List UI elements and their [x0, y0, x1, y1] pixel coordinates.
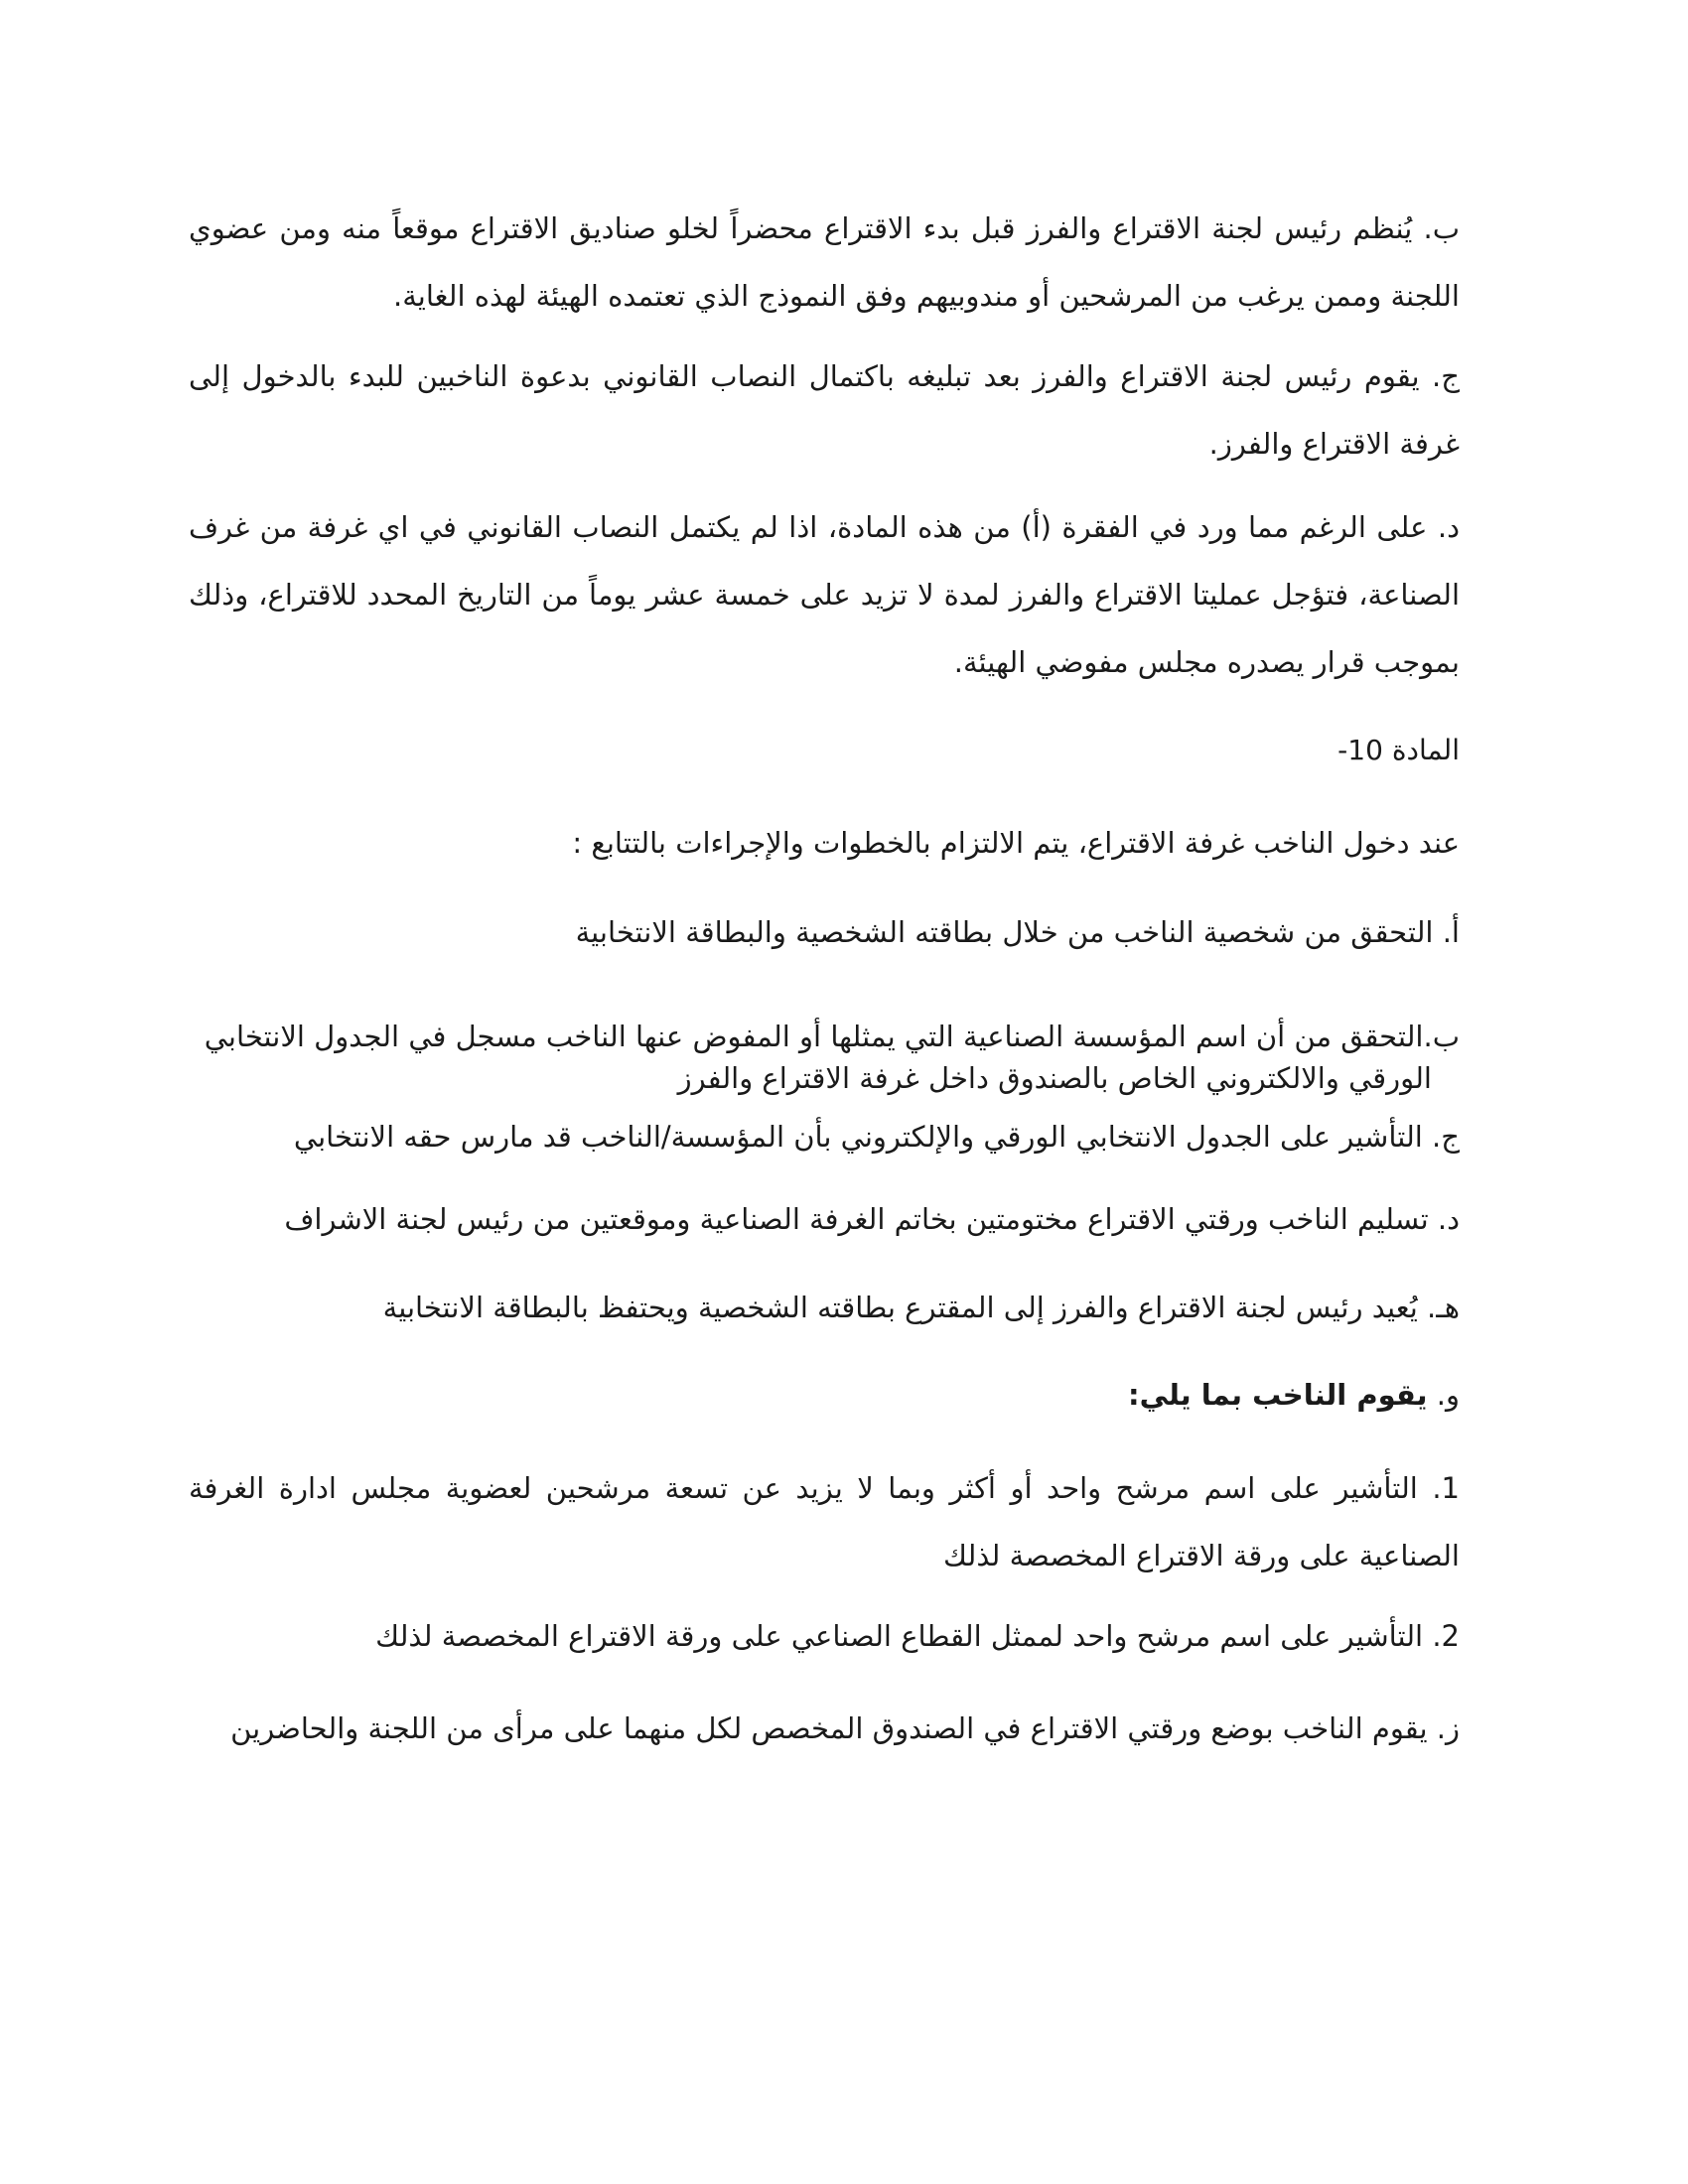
step-baa — [189, 1016, 1460, 1099]
step-baa-line-1: ب.التحقق من أن اسم المؤسسة الصناعية التي يمثلها أو المفوض عنها الناخب مسجل في الجدول الانتخابي — [204, 1020, 1460, 1053]
step-waw-prefix: و. — [1436, 1378, 1460, 1412]
step-waw-heading: يقوم الناخب بما يلي: — [1128, 1378, 1428, 1412]
step-zay: ز. يقوم الناخب بوضع ورقتي الاقتراع في الصندوق المخصص لكل منهما على مرأى من اللجنة والحاضرين — [230, 1711, 1460, 1745]
paragraph-dal: د. على الرغم مما ورد في الفقرة (أ) من هذه المادة، اذا لم يكتمل النصاب القانوني في اي غرفة من غرف الصناعة، فتؤجل عمليتا الاقتراع والفرز لمدة لا تزيد على خمسة عشر يوماً من التاريخ المحدد للاقتراع، وذلك بموجب قرار يصدره مجلس مفوضي الهيئة. — [189, 510, 1460, 679]
paragraph-jeem: ج. يقوم رئيس لجنة الاقتراع والفرز بعد تبليغه باكتمال النصاب القانوني بدعوة الناخبين للبدء بالدخول إلى غرفة الاقتراع والفرز. — [189, 359, 1460, 461]
step-alif: أ. التحقق من شخصية الناخب من خلال بطاقته الشخصية والبطاقة الانتخابية — [575, 915, 1460, 949]
paragraph-baa: ب. يُنظم رئيس لجنة الاقتراع والفرز قبل بدء الاقتراع محضراً لخلو صناديق الاقتراع موقعاً منه ومن عضوي اللجنة وممن يرغب من المرشحين أو مندوبيهم وفق النموذج الذي تعتمده الهيئة لهذه الغاية. — [189, 211, 1460, 313]
article-heading: المادة 10- — [1337, 734, 1460, 766]
step-baa-line-2: الورقي والالكتروني الخاص بالصندوق داخل غرفة الاقتراع والفرز — [677, 1061, 1432, 1095]
item-2: 2. التأشير على اسم مرشح واحد لممثل القطاع الصناعي على ورقة الاقتراع المخصصة لذلك — [375, 1619, 1460, 1653]
step-haa: هـ. يُعيد رئيس لجنة الاقتراع والفرز إلى المقترع بطاقته الشخصية ويحتفظ بالبطاقة الانتخابية — [382, 1291, 1460, 1324]
intro-text: عند دخول الناخب غرفة الاقتراع، يتم الالتزام بالخطوات والإجراءات بالتتابع : — [572, 826, 1460, 860]
item-1: 1. التأشير على اسم مرشح واحد أو أكثر وبما لا يزيد عن تسعة مرشحين لعضوية مجلس ادارة الغرفة الصناعية على ورقة الاقتراع المخصصة لذلك — [189, 1471, 1460, 1572]
step-waw — [189, 1361, 1460, 1429]
step-dal: د. تسليم الناخب ورقتي الاقتراع مختومتين بخاتم الغرفة الصناعية وموقعتين من رئيس لجنة الاشراف — [284, 1202, 1460, 1236]
step-jeem: ج. التأشير على الجدول الانتخابي الورقي والإلكتروني بأن المؤسسة/الناخب قد مارس حقه الانتخابي — [293, 1120, 1460, 1154]
